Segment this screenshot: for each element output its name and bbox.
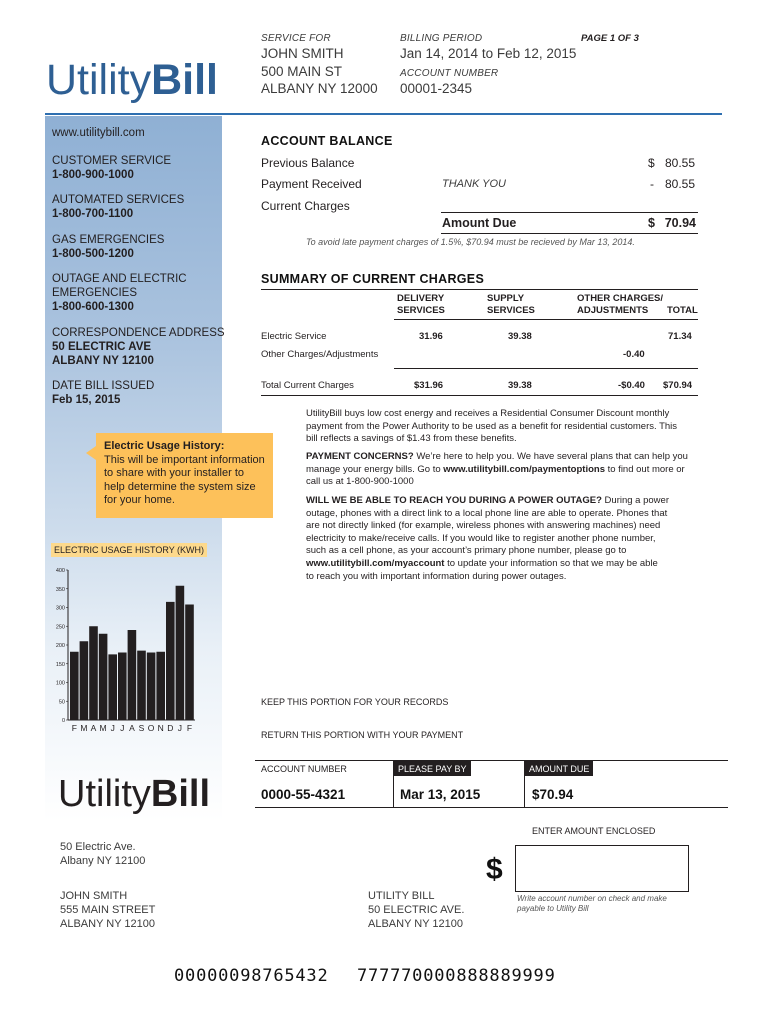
service-address-line1: 500 MAIN ST — [261, 64, 343, 79]
account-balance-title: ACCOUNT BALANCE — [261, 134, 393, 148]
account-number-label: ACCOUNT NUMBER — [400, 68, 499, 79]
chart-category-label: D — [167, 723, 174, 733]
row-electric-total: 71.34 — [668, 331, 692, 342]
previous-balance-label: Previous Balance — [261, 156, 355, 170]
gas-emergencies-label: GAS EMERGENCIES — [52, 234, 165, 246]
utilitybill-logo-stub: UtilityBill — [58, 773, 211, 815]
total-total: $70.94 — [663, 380, 693, 391]
usage-history-label: ELECTRIC USAGE HISTORY (KWH) — [51, 543, 207, 557]
col-total: TOTAL — [667, 305, 698, 316]
chart-category-label: S — [138, 723, 145, 733]
total-supply: 39.38 — [508, 380, 532, 391]
payment-note: THANK YOU — [442, 178, 506, 190]
payment-received-sign: - — [650, 177, 654, 191]
stub-pay-by-date: Mar 13, 2015 — [400, 787, 481, 802]
col-delivery-1: DELIVERY — [397, 293, 445, 304]
chart-y-tick-label: 100 — [55, 680, 65, 687]
total-charges-label: Total Current Charges — [261, 380, 354, 391]
automated-services-label: AUTOMATED SERVICES — [52, 194, 185, 206]
chart-category-label: F — [71, 723, 77, 733]
summary-title: SUMMARY OF CURRENT CHARGES — [261, 272, 485, 286]
col-supply-2: SERVICES — [487, 305, 535, 316]
outage-phone: 1-800-600-1300 — [52, 301, 134, 313]
callout-pointer — [86, 446, 96, 460]
chart-y-tick-label: 400 — [55, 568, 65, 574]
page-indicator: PAGE 1 OF 3 — [581, 33, 639, 44]
correspondence-line2: ALBANY NY 12100 — [52, 355, 154, 367]
discount-paragraph: UtilityBill buys low cost energy and receives a Residential Consumer Discount monthly payment from the Power Authority to be used as a benefit for residential customers. This bill reflects a savings of $1.43 from these benefits. — [306, 408, 678, 445]
summary-top-rule — [261, 289, 698, 290]
col-supply-1: SUPPLY — [487, 293, 525, 304]
chart-bar — [99, 634, 108, 720]
previous-balance-value: 80.55 — [664, 156, 695, 170]
chart-category-label: N — [157, 723, 164, 733]
total-other: -$0.40 — [618, 380, 645, 391]
automated-services-phone: 1-800-700-1100 — [52, 208, 134, 220]
chart-bar — [118, 653, 127, 721]
gas-emergencies-phone: 1-800-500-1200 — [52, 248, 134, 260]
chart-bar — [176, 586, 185, 720]
correspondence-line1: 50 ELECTRIC AVE — [52, 341, 152, 353]
my-account-link[interactable]: www.utilitybill.com/myaccount — [306, 557, 445, 569]
customer-service-phone: 1-800-900-1000 — [52, 169, 134, 181]
remittance-address: UTILITY BILL 50 ELECTRIC AVE. ALBANY NY 12100 — [368, 890, 465, 930]
scan-line-amount: 777770000888889999 — [357, 966, 556, 986]
pay-by-label: PLEASE PAY BY — [394, 761, 471, 776]
summary-header-rule — [394, 319, 698, 320]
date-issued: Feb 15, 2015 — [52, 394, 121, 406]
header-rule — [45, 113, 722, 115]
outage-label: OUTAGE AND ELECTRIC — [52, 273, 187, 285]
amount-due-label: Amount Due — [442, 216, 517, 230]
customer-mailing-address: JOHN SMITH 555 MAIN STREET ALBANY NY 12100 — [60, 890, 156, 930]
chart-category-label: O — [147, 723, 155, 733]
chart-y-tick-label: 200 — [55, 643, 65, 649]
amount-enclosed-box[interactable] — [515, 845, 689, 892]
col-delivery-2: SERVICES — [397, 305, 445, 316]
chart-bar — [70, 652, 79, 720]
chart-category-label: J — [120, 723, 125, 733]
chart-bar — [108, 654, 117, 720]
summary-total-rule — [394, 368, 698, 369]
chart-bar — [89, 626, 98, 720]
website-link[interactable]: www.utilitybill.com — [52, 127, 145, 139]
current-charges-label: Current Charges — [261, 199, 350, 213]
chart-bar — [137, 651, 146, 720]
callout-line4: for your home. — [104, 494, 175, 506]
stub-top-rule — [255, 760, 728, 761]
chart-bar — [128, 630, 137, 720]
chart-bar — [156, 652, 165, 720]
customer-service-label: CUSTOMER SERVICE — [52, 155, 172, 167]
chart-bar — [80, 641, 89, 720]
outage-label-2: EMERGENCIES — [52, 287, 137, 299]
payment-received-value: 80.55 — [664, 177, 695, 191]
total-delivery: $31.96 — [414, 380, 444, 391]
row-other-adjustment: -0.40 — [623, 349, 645, 360]
dollar-sign: $ — [486, 853, 503, 886]
payment-received-label: Payment Received — [261, 177, 362, 191]
col-other-2: ADJUSTMENTS — [577, 305, 649, 316]
stub-account-number-label: ACCOUNT NUMBER — [261, 764, 347, 774]
callout-line1: This will be important information — [104, 453, 265, 466]
billing-period: Jan 14, 2014 to Feb 12, 2015 — [400, 46, 577, 61]
chart-category-label: A — [90, 723, 97, 733]
stub-amount-due: $70.94 — [532, 787, 574, 802]
late-payment-note: To avoid late payment charges of 1.5%, $70.94 must be recieved by Mar 13, 2014. — [306, 237, 635, 247]
check-instructions: Write account number on check and make payable to Utility Bill — [517, 894, 667, 913]
row-electric-label: Electric Service — [261, 331, 327, 342]
chart-category-label: M — [80, 723, 88, 733]
correspondence-label: CORRESPONDENCE ADDRESS — [52, 327, 225, 339]
col-other-1: OTHER CHARGES/ — [577, 293, 664, 304]
return-portion-text: RETURN THIS PORTION WITH YOUR PAYMENT — [261, 730, 464, 740]
chart-bar — [147, 653, 156, 721]
chart-category-label: F — [186, 723, 193, 733]
service-for-label: SERVICE FOR — [261, 33, 331, 44]
stub-account-number: 0000-55-4321 — [261, 787, 346, 802]
amount-due-value: 70.94 — [664, 216, 696, 230]
usage-history-callout — [96, 433, 273, 518]
power-outage-paragraph: WILL WE BE ABLE TO REACH YOU DURING A POWER OUTAGE? During a power outage, phones with a direct link to a local phone line are able to operate. Phones that are not directly linked (for example, wireless phones with answering machines) need electricity to make/receive calls. If you would like to register another phone number, such as a cell phone, as your account’s primary phone number, please go to www.utilitybill.com/myaccount to update your information so that we may be able to reach you with important information during power outages. — [306, 495, 669, 582]
usage-history-chart — [45, 562, 205, 738]
chart-y-tick-label: 250 — [55, 624, 65, 631]
payment-concerns-paragraph: PAYMENT CONCERNS? We’re here to help you. We have several plans that can help you manage your energy bills. Go to www.utilitybill.com/paymentoptions to find out more or call us at 1-800-900-1000 — [306, 451, 688, 488]
billing-period-label: BILLING PERIOD — [400, 33, 483, 44]
amount-due-sign: $ — [648, 216, 655, 230]
payment-options-link[interactable]: www.utilitybill.com/paymentoptions — [443, 463, 605, 475]
chart-y-tick-label: 0 — [61, 718, 65, 724]
stub-bottom-rule — [255, 807, 728, 808]
scan-line-account: 00000098765432 — [174, 966, 329, 986]
utilitybill-logo: UtilityBill — [46, 56, 219, 104]
row-other-label: Other Charges/Adjustments — [261, 349, 379, 360]
company-address: 50 Electric Ave. Albany NY 12100 — [60, 841, 146, 867]
chart-y-tick-label: 150 — [55, 661, 65, 668]
summary-bottom-rule — [261, 395, 698, 396]
account-number: 00001-2345 — [400, 81, 473, 96]
chart-bar — [166, 602, 175, 720]
chart-y-tick-label: 50 — [58, 699, 65, 706]
row-electric-delivery: 31.96 — [419, 331, 443, 342]
service-address-line2: ALBANY NY 12000 — [261, 81, 378, 96]
date-issued-label: DATE BILL ISSUED — [52, 380, 155, 392]
chart-bar — [185, 605, 194, 721]
chart-category-label: J — [177, 723, 183, 733]
callout-line3: help determine the system size — [104, 480, 256, 493]
stub-amount-due-label: AMOUNT DUE — [525, 761, 593, 776]
chart-category-label: A — [129, 723, 135, 733]
chart-y-tick-label: 300 — [55, 605, 65, 612]
enter-amount-label: ENTER AMOUNT ENCLOSED — [532, 826, 656, 836]
amount-due-top-rule — [441, 212, 698, 213]
callout-title: Electric Usage History: — [104, 440, 225, 452]
chart-y-tick-label: 350 — [55, 586, 65, 593]
keep-portion-text: KEEP THIS PORTION FOR YOUR RECORDS — [261, 697, 449, 707]
amount-due-bottom-rule — [441, 233, 698, 234]
chart-category-label: J — [110, 723, 115, 733]
previous-balance-sign: $ — [648, 156, 655, 170]
row-electric-supply: 39.38 — [508, 331, 532, 342]
chart-category-label: M — [99, 723, 107, 733]
callout-line2: to share with your installer to — [104, 467, 245, 479]
customer-name: JOHN SMITH — [261, 46, 344, 61]
